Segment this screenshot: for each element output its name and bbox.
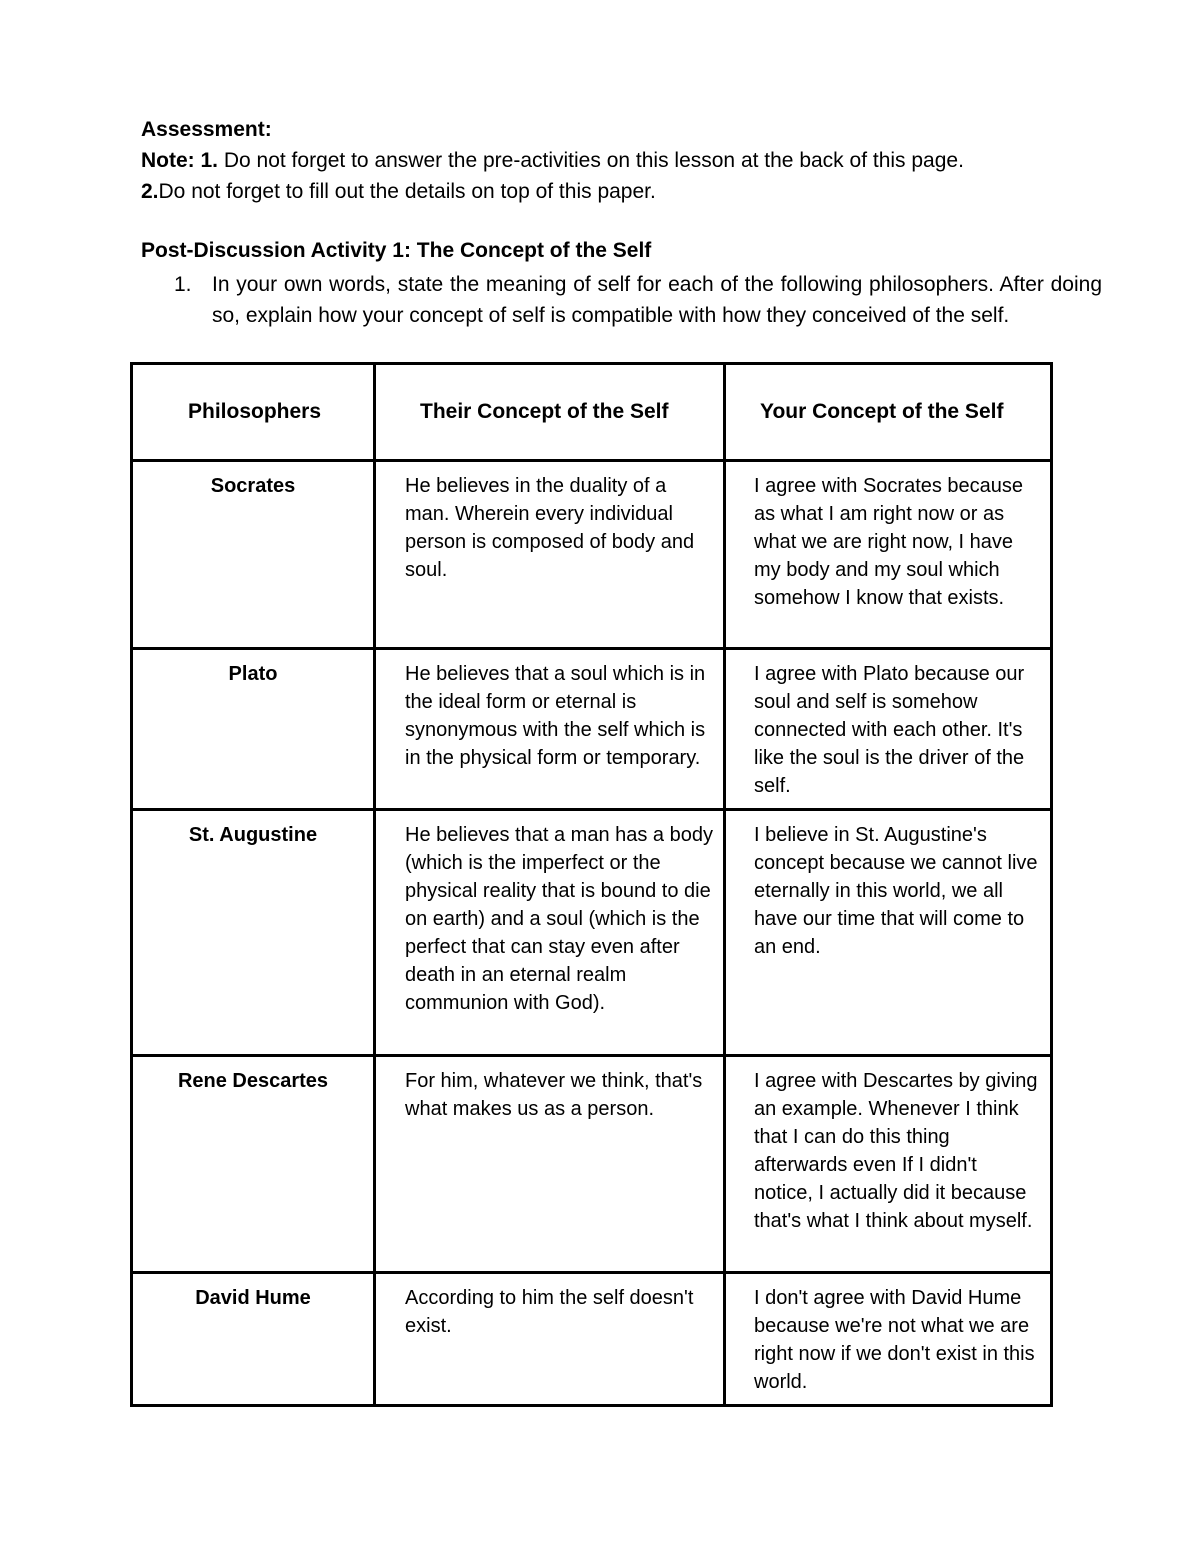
table-header-row — [132, 364, 1052, 461]
note-2-text: Do not forget to fill out the details on top of this paper. — [158, 180, 656, 203]
their-concept: He believes in the duality of a man. Wherein every individual person is composed of body and soul. — [375, 461, 725, 649]
table-row — [132, 810, 1052, 1056]
note-2-label: 2. — [141, 180, 159, 203]
assessment-heading: Assessment: — [141, 118, 272, 141]
your-concept: I agree with Plato because our soul and self is somehow connected with each other. It's like the soul is the driver of the self. — [725, 649, 1052, 810]
header-philosophers: Philosophers — [132, 364, 375, 461]
table-row — [132, 461, 1052, 649]
philosopher-name: Plato — [132, 649, 375, 810]
their-concept: For him, whatever we think, that's what makes us as a person. — [375, 1056, 725, 1273]
your-concept: I agree with Socrates because as what I am right now or as what we are right now, I have my body and my soul which somehow I know that exists. — [725, 461, 1052, 649]
instruction-number: 1. — [174, 273, 192, 296]
your-concept: I don't agree with David Hume because we're not what we are right now if we don't exist in this world. — [725, 1273, 1052, 1406]
their-concept: According to him the self doesn't exist. — [375, 1273, 725, 1406]
header-their-concept: Their Concept of the Self — [375, 364, 725, 461]
your-concept: I believe in St. Augustine's concept because we cannot live eternally in this world, we all have our time that will come to an end. — [725, 810, 1052, 1056]
philosopher-name: David Hume — [132, 1273, 375, 1406]
note-2 — [141, 177, 656, 207]
table-row — [132, 1273, 1052, 1406]
instruction-item — [174, 269, 1102, 331]
your-concept: I agree with Descartes by giving an example. Whenever I think that I can do this thing afterwards even If I didn't notice, I actually did it because that's what I think about myself. — [725, 1056, 1052, 1273]
header-your-concept: Your Concept of the Self — [725, 364, 1052, 461]
their-concept: He believes that a soul which is in the ideal form or eternal is synonymous with the self which is in the physical form or temporary. — [375, 649, 725, 810]
philosopher-name: St. Augustine — [132, 810, 375, 1056]
their-concept: He believes that a man has a body (which is the imperfect or the physical reality that is bound to die on earth) and a soul (which is the perfect that can stay even after death in an eternal realm communion with God). — [375, 810, 725, 1056]
note-label: Note: 1. — [141, 149, 219, 172]
table-row — [132, 649, 1052, 810]
note-1-text: Do not forget to answer the pre-activities on this lesson at the back of this page. — [218, 149, 964, 172]
activity-title: Post-Discussion Activity 1: The Concept of the Self — [141, 239, 652, 262]
instruction-text: In your own words, state the meaning of self for each of the following philosophers. After doing so, explain how your concept of self is compatible with how they conceived of the self. — [212, 273, 1102, 327]
note-1 — [141, 146, 964, 176]
philosopher-name: Socrates — [132, 461, 375, 649]
concept-table — [130, 362, 1053, 1407]
philosopher-name: Rene Descartes — [132, 1056, 375, 1273]
table-row — [132, 1056, 1052, 1273]
